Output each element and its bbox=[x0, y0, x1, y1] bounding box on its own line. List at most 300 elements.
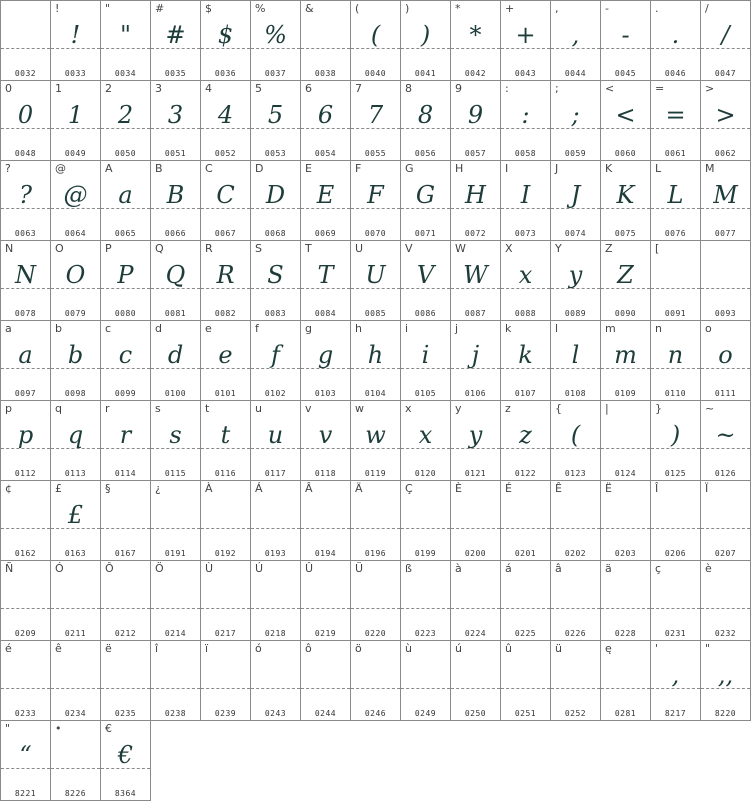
unicode-code-label: 0081 bbox=[164, 309, 187, 318]
cell-reference-char: a bbox=[5, 322, 12, 335]
cell-reference-char: I bbox=[505, 162, 509, 175]
baseline-divider bbox=[251, 528, 300, 529]
glyph-cell bbox=[300, 560, 351, 641]
baseline-divider bbox=[701, 608, 750, 609]
unicode-code-label: 8364 bbox=[114, 789, 137, 798]
glyph-cell bbox=[400, 560, 451, 641]
glyph-cell bbox=[550, 80, 601, 161]
handwritten-glyph: : bbox=[521, 101, 530, 129]
unicode-code-label: 0238 bbox=[164, 709, 187, 718]
unicode-code-label: 0220 bbox=[364, 629, 387, 638]
glyph-cell bbox=[100, 320, 151, 401]
cell-reference-char: á bbox=[505, 562, 512, 575]
unicode-code-label: 0056 bbox=[414, 149, 437, 158]
cell-reference-char: X bbox=[505, 242, 513, 255]
unicode-code-label: 0218 bbox=[264, 629, 287, 638]
glyph-cell bbox=[600, 640, 651, 721]
glyph-cell bbox=[700, 240, 751, 321]
handwritten-glyph: , bbox=[671, 661, 680, 689]
unicode-code-label: 0217 bbox=[214, 629, 237, 638]
unicode-code-label: 0064 bbox=[64, 229, 87, 238]
baseline-divider bbox=[601, 448, 650, 449]
unicode-code-label: 0114 bbox=[114, 469, 137, 478]
glyph-cell bbox=[400, 0, 451, 81]
handwritten-glyph: ! bbox=[70, 21, 81, 49]
baseline-divider bbox=[1, 688, 50, 689]
glyph-cell bbox=[100, 560, 151, 641]
baseline-divider bbox=[51, 608, 100, 609]
handwritten-glyph: u bbox=[267, 421, 284, 449]
cell-reference-char: ä bbox=[605, 562, 612, 575]
unicode-code-label: 0231 bbox=[664, 629, 687, 638]
unicode-code-label: 0085 bbox=[364, 309, 387, 318]
baseline-divider bbox=[401, 688, 450, 689]
unicode-code-label: 0200 bbox=[464, 549, 487, 558]
glyph-cell bbox=[350, 240, 401, 321]
unicode-code-label: 0162 bbox=[14, 549, 37, 558]
baseline-divider bbox=[1, 528, 50, 529]
glyph-cell bbox=[550, 560, 601, 641]
baseline-divider bbox=[301, 528, 350, 529]
glyph-cell bbox=[700, 400, 751, 481]
cell-reference-char: ï bbox=[205, 642, 209, 655]
baseline-divider bbox=[651, 608, 700, 609]
handwritten-glyph: O bbox=[65, 261, 86, 289]
unicode-code-label: 0224 bbox=[464, 629, 487, 638]
cell-reference-char: Á bbox=[255, 482, 263, 495]
unicode-code-label: 0045 bbox=[614, 69, 637, 78]
glyph-cell bbox=[350, 560, 401, 641]
unicode-code-label: 0225 bbox=[514, 629, 537, 638]
glyph-cell bbox=[650, 400, 701, 481]
glyph-cell bbox=[200, 560, 251, 641]
cell-reference-char: | bbox=[605, 402, 609, 415]
unicode-code-label: 0239 bbox=[214, 709, 237, 718]
glyph-cell bbox=[650, 160, 701, 241]
unicode-code-label: 0246 bbox=[364, 709, 387, 718]
cell-reference-char: r bbox=[105, 402, 110, 415]
cell-reference-char: ú bbox=[455, 642, 462, 655]
cell-reference-char: ç bbox=[655, 562, 662, 575]
glyph-cell bbox=[650, 0, 701, 81]
cell-reference-char: q bbox=[55, 402, 62, 415]
glyph-cell bbox=[100, 240, 151, 321]
glyph-cell bbox=[400, 400, 451, 481]
unicode-code-label: 0065 bbox=[114, 229, 137, 238]
cell-reference-char: T bbox=[305, 242, 312, 255]
handwritten-glyph: k bbox=[518, 341, 533, 369]
unicode-code-label: 0078 bbox=[14, 309, 37, 318]
handwritten-glyph: > bbox=[715, 101, 736, 129]
unicode-code-label: 0163 bbox=[64, 549, 87, 558]
handwritten-glyph: 4 bbox=[217, 101, 234, 129]
baseline-divider bbox=[251, 608, 300, 609]
baseline-divider bbox=[1, 608, 50, 609]
cell-reference-char: Z bbox=[605, 242, 613, 255]
cell-reference-char: È bbox=[455, 482, 462, 495]
cell-reference-char: < bbox=[605, 82, 615, 95]
glyph-cell bbox=[50, 560, 101, 641]
baseline-divider bbox=[601, 528, 650, 529]
glyph-cell bbox=[300, 80, 351, 161]
handwritten-glyph: “ bbox=[19, 741, 32, 769]
unicode-code-label: 8226 bbox=[64, 789, 87, 798]
unicode-code-label: 0102 bbox=[264, 389, 287, 398]
cell-reference-char: Ú bbox=[255, 562, 264, 575]
cell-reference-char: = bbox=[655, 82, 665, 95]
handwritten-glyph: @ bbox=[63, 181, 88, 209]
cell-reference-char: & bbox=[305, 2, 314, 15]
glyph-cell bbox=[550, 480, 601, 561]
glyph-cell bbox=[150, 400, 201, 481]
handwritten-glyph: d bbox=[167, 341, 184, 369]
cell-reference-char: P bbox=[105, 242, 112, 255]
handwritten-glyph: T bbox=[317, 261, 334, 289]
cell-reference-char: S bbox=[255, 242, 262, 255]
glyph-cell bbox=[250, 240, 301, 321]
handwritten-glyph: 3 bbox=[167, 101, 184, 129]
cell-reference-char: é bbox=[5, 642, 12, 655]
glyph-cell bbox=[250, 560, 301, 641]
handwritten-glyph: 9 bbox=[467, 101, 484, 129]
cell-reference-char: û bbox=[505, 642, 512, 655]
handwritten-glyph: x bbox=[518, 261, 533, 289]
cell-reference-char: è bbox=[705, 562, 712, 575]
handwritten-glyph: y bbox=[468, 421, 483, 449]
unicode-code-label: 0050 bbox=[114, 149, 137, 158]
cell-reference-char: i bbox=[405, 322, 409, 335]
baseline-divider bbox=[601, 688, 650, 689]
glyph-cell bbox=[500, 640, 551, 721]
handwritten-glyph: N bbox=[15, 261, 36, 289]
glyph-cell bbox=[450, 560, 501, 641]
baseline-divider bbox=[701, 528, 750, 529]
cell-reference-char: ê bbox=[55, 642, 62, 655]
handwritten-glyph: W bbox=[463, 261, 488, 289]
baseline-divider bbox=[351, 608, 400, 609]
glyph-cell bbox=[300, 400, 351, 481]
unicode-code-label: 0093 bbox=[714, 309, 737, 318]
unicode-code-label: 0068 bbox=[264, 229, 287, 238]
cell-reference-char: 7 bbox=[355, 82, 362, 95]
unicode-code-label: 0120 bbox=[414, 469, 437, 478]
handwritten-glyph: S bbox=[267, 261, 284, 289]
unicode-code-label: 0074 bbox=[564, 229, 587, 238]
glyph-cell bbox=[450, 400, 501, 481]
handwritten-glyph: Q bbox=[165, 261, 186, 289]
cell-reference-char: M bbox=[705, 162, 715, 175]
glyph-cell bbox=[600, 560, 651, 641]
handwritten-glyph: J bbox=[570, 181, 581, 209]
unicode-code-label: 0119 bbox=[364, 469, 387, 478]
handwritten-glyph: / bbox=[721, 21, 730, 49]
unicode-code-label: 0101 bbox=[214, 389, 237, 398]
cell-reference-char: { bbox=[555, 402, 562, 415]
cell-reference-char: ö bbox=[355, 642, 362, 655]
glyph-cell bbox=[250, 0, 301, 81]
cell-reference-char: - bbox=[605, 2, 609, 15]
handwritten-glyph: h bbox=[367, 341, 384, 369]
cell-reference-char: À bbox=[205, 482, 213, 495]
cell-reference-char: " bbox=[705, 642, 711, 655]
cell-reference-char: 8 bbox=[405, 82, 412, 95]
glyph-cell bbox=[100, 400, 151, 481]
handwritten-glyph: 7 bbox=[367, 101, 384, 129]
glyph-cell bbox=[250, 480, 301, 561]
glyph-cell bbox=[0, 400, 51, 481]
cell-reference-char: Ï bbox=[705, 482, 709, 495]
glyph-cell bbox=[500, 480, 551, 561]
glyph-cell bbox=[200, 80, 251, 161]
handwritten-glyph: < bbox=[615, 101, 636, 129]
unicode-code-label: 0244 bbox=[314, 709, 337, 718]
glyph-cell bbox=[550, 240, 601, 321]
glyph-cell bbox=[50, 160, 101, 241]
unicode-code-label: 8220 bbox=[714, 709, 737, 718]
baseline-divider bbox=[301, 688, 350, 689]
glyph-cell bbox=[650, 480, 701, 561]
cell-reference-char: " bbox=[105, 2, 111, 15]
unicode-code-label: 0212 bbox=[114, 629, 137, 638]
baseline-divider bbox=[501, 688, 550, 689]
baseline-divider bbox=[401, 608, 450, 609]
unicode-code-label: 0089 bbox=[564, 309, 587, 318]
glyph-cell bbox=[350, 400, 401, 481]
unicode-code-label: 0249 bbox=[414, 709, 437, 718]
glyph-cell bbox=[300, 640, 351, 721]
baseline-divider bbox=[601, 608, 650, 609]
glyph-cell bbox=[200, 0, 251, 81]
baseline-divider bbox=[351, 528, 400, 529]
glyph-cell bbox=[500, 160, 551, 241]
cell-reference-char: 0 bbox=[5, 82, 12, 95]
unicode-code-label: 0073 bbox=[514, 229, 537, 238]
handwritten-glyph: ( bbox=[370, 21, 381, 49]
unicode-code-label: 8221 bbox=[14, 789, 37, 798]
unicode-code-label: 0040 bbox=[364, 69, 387, 78]
cell-reference-char: ' bbox=[655, 642, 659, 655]
cell-reference-char: 2 bbox=[105, 82, 112, 95]
unicode-code-label: 0243 bbox=[264, 709, 287, 718]
handwritten-glyph: r bbox=[119, 421, 132, 449]
unicode-code-label: 0067 bbox=[214, 229, 237, 238]
handwritten-glyph: m bbox=[614, 341, 637, 369]
glyph-cell bbox=[200, 320, 251, 401]
unicode-code-label: 0167 bbox=[114, 549, 137, 558]
handwritten-glyph: 2 bbox=[117, 101, 134, 129]
cell-reference-char: W bbox=[455, 242, 466, 255]
glyph-cell bbox=[300, 480, 351, 561]
glyph-cell bbox=[0, 320, 51, 401]
handwritten-glyph: 5 bbox=[267, 101, 284, 129]
cell-reference-char: * bbox=[455, 2, 461, 15]
handwritten-glyph: ) bbox=[670, 421, 681, 449]
handwritten-glyph: E bbox=[316, 181, 335, 209]
cell-reference-char: â bbox=[555, 562, 562, 575]
cell-reference-char: u bbox=[255, 402, 262, 415]
unicode-code-label: 0087 bbox=[464, 309, 487, 318]
handwritten-glyph: w bbox=[365, 421, 386, 449]
handwritten-glyph: H bbox=[465, 181, 486, 209]
cell-reference-char: K bbox=[605, 162, 613, 175]
unicode-code-label: 0033 bbox=[64, 69, 87, 78]
unicode-code-label: 0196 bbox=[364, 549, 387, 558]
glyph-cell bbox=[100, 720, 151, 801]
unicode-code-label: 0053 bbox=[264, 149, 287, 158]
glyph-cell bbox=[400, 240, 451, 321]
unicode-code-label: 0058 bbox=[514, 149, 537, 158]
unicode-code-label: 0219 bbox=[314, 629, 337, 638]
unicode-code-label: 0107 bbox=[514, 389, 537, 398]
unicode-code-label: 0072 bbox=[464, 229, 487, 238]
cell-reference-char: x bbox=[405, 402, 412, 415]
glyph-cell bbox=[600, 480, 651, 561]
unicode-code-label: 0111 bbox=[714, 389, 737, 398]
unicode-code-label: 0071 bbox=[414, 229, 437, 238]
cell-reference-char: ? bbox=[5, 162, 11, 175]
unicode-code-label: 0113 bbox=[64, 469, 87, 478]
unicode-code-label: 0062 bbox=[714, 149, 737, 158]
cell-reference-char: Û bbox=[305, 562, 314, 575]
unicode-code-label: 0233 bbox=[14, 709, 37, 718]
cell-reference-char: C bbox=[205, 162, 213, 175]
unicode-code-label: 0097 bbox=[14, 389, 37, 398]
handwritten-glyph: K bbox=[616, 181, 635, 209]
glyph-cell bbox=[450, 0, 501, 81]
handwritten-glyph: v bbox=[318, 421, 333, 449]
handwritten-glyph: R bbox=[216, 261, 235, 289]
cell-reference-char: E bbox=[305, 162, 312, 175]
unicode-code-label: 0194 bbox=[314, 549, 337, 558]
glyph-cell bbox=[600, 160, 651, 241]
glyph-cell bbox=[0, 480, 51, 561]
unicode-code-label: 0069 bbox=[314, 229, 337, 238]
handwritten-glyph: y bbox=[568, 261, 583, 289]
cell-reference-char: ó bbox=[255, 642, 262, 655]
handwritten-glyph: 0 bbox=[17, 101, 34, 129]
handwritten-glyph: f bbox=[271, 341, 280, 369]
handwritten-glyph: t bbox=[220, 421, 231, 449]
glyph-cell bbox=[650, 240, 701, 321]
unicode-code-label: 0191 bbox=[164, 549, 187, 558]
glyph-cell bbox=[400, 160, 451, 241]
handwritten-glyph: n bbox=[667, 341, 684, 369]
glyph-cell bbox=[650, 80, 701, 161]
baseline-divider bbox=[701, 288, 750, 289]
cell-reference-char: A bbox=[105, 162, 113, 175]
handwritten-glyph: ~ bbox=[715, 421, 736, 449]
handwritten-glyph: 6 bbox=[317, 101, 334, 129]
cell-reference-char: Y bbox=[555, 242, 562, 255]
cell-reference-char: £ bbox=[55, 482, 62, 495]
baseline-divider bbox=[151, 608, 200, 609]
unicode-code-label: 0070 bbox=[364, 229, 387, 238]
baseline-divider bbox=[451, 688, 500, 689]
baseline-divider bbox=[1, 48, 50, 49]
unicode-code-label: 0075 bbox=[614, 229, 637, 238]
cell-reference-char: É bbox=[505, 482, 512, 495]
glyph-cell bbox=[300, 320, 351, 401]
unicode-code-label: 0043 bbox=[514, 69, 537, 78]
glyph-cell bbox=[500, 80, 551, 161]
unicode-code-label: 0105 bbox=[414, 389, 437, 398]
handwritten-glyph: G bbox=[415, 181, 436, 209]
baseline-divider bbox=[501, 528, 550, 529]
glyph-cell bbox=[200, 240, 251, 321]
cell-reference-char: 1 bbox=[55, 82, 62, 95]
unicode-code-label: 0082 bbox=[214, 309, 237, 318]
glyph-cell bbox=[100, 160, 151, 241]
glyph-cell bbox=[350, 0, 401, 81]
handwritten-glyph: a bbox=[118, 181, 133, 209]
handwritten-glyph: M bbox=[713, 181, 738, 209]
unicode-code-label: 0032 bbox=[14, 69, 37, 78]
cell-reference-char: à bbox=[455, 562, 462, 575]
glyph-cell bbox=[50, 80, 101, 161]
unicode-code-label: 0251 bbox=[514, 709, 537, 718]
baseline-divider bbox=[51, 768, 100, 769]
glyph-cell bbox=[450, 80, 501, 161]
unicode-code-label: 0112 bbox=[14, 469, 37, 478]
handwritten-glyph: ,, bbox=[717, 661, 734, 689]
unicode-code-label: 0125 bbox=[664, 469, 687, 478]
cell-reference-char: ; bbox=[555, 82, 559, 95]
glyph-cell bbox=[250, 160, 301, 241]
cell-reference-char: 4 bbox=[205, 82, 212, 95]
cell-reference-char: G bbox=[405, 162, 414, 175]
glyph-cell bbox=[350, 640, 401, 721]
cell-reference-char: + bbox=[505, 2, 515, 15]
cell-reference-char: Â bbox=[305, 482, 313, 495]
glyph-cell bbox=[0, 720, 51, 801]
glyph-cell bbox=[300, 0, 351, 81]
unicode-code-label: 0048 bbox=[14, 149, 37, 158]
unicode-code-label: 0232 bbox=[714, 629, 737, 638]
baseline-divider bbox=[501, 608, 550, 609]
handwritten-glyph: C bbox=[216, 181, 235, 209]
unicode-code-label: 0088 bbox=[514, 309, 537, 318]
glyph-cell bbox=[400, 640, 451, 721]
glyph-cell bbox=[150, 0, 201, 81]
cell-reference-char: ¢ bbox=[5, 482, 12, 495]
baseline-divider bbox=[101, 688, 150, 689]
glyph-cell bbox=[700, 320, 751, 401]
unicode-code-label: 0109 bbox=[614, 389, 637, 398]
handwritten-glyph: * bbox=[469, 21, 482, 49]
cell-reference-char: @ bbox=[55, 162, 66, 175]
unicode-code-label: 0086 bbox=[414, 309, 437, 318]
unicode-code-label: 0214 bbox=[164, 629, 187, 638]
unicode-code-label: 0103 bbox=[314, 389, 337, 398]
cell-reference-char: N bbox=[5, 242, 14, 255]
unicode-code-label: 0209 bbox=[14, 629, 37, 638]
glyph-cell bbox=[600, 240, 651, 321]
glyph-cell bbox=[50, 240, 101, 321]
unicode-code-label: 0202 bbox=[564, 549, 587, 558]
glyph-cell bbox=[0, 160, 51, 241]
glyph-cell bbox=[50, 640, 101, 721]
glyph-cell bbox=[150, 240, 201, 321]
unicode-code-label: 0104 bbox=[364, 389, 387, 398]
unicode-code-label: 0098 bbox=[64, 389, 87, 398]
cell-reference-char: î bbox=[155, 642, 159, 655]
handwritten-glyph: . bbox=[671, 21, 680, 49]
glyph-cell bbox=[100, 480, 151, 561]
unicode-code-label: 0110 bbox=[664, 389, 687, 398]
unicode-code-label: 0203 bbox=[614, 549, 637, 558]
handwritten-glyph: x bbox=[418, 421, 433, 449]
unicode-code-label: 0063 bbox=[14, 229, 37, 238]
